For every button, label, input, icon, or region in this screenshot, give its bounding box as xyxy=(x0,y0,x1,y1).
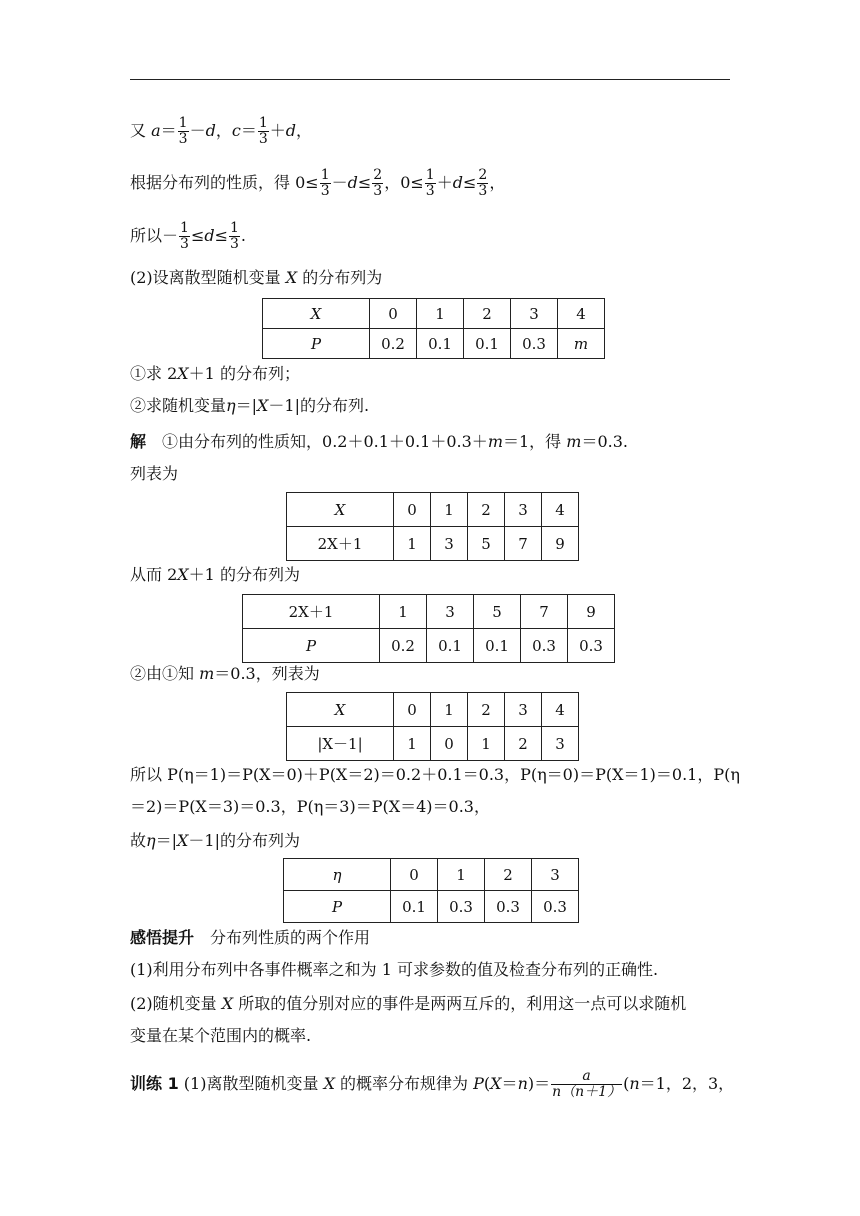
denominator: 3 xyxy=(425,183,435,199)
distribution-table-2 xyxy=(286,492,579,561)
table-cell: 1 xyxy=(438,859,485,891)
table-cell: 1 xyxy=(431,493,468,527)
table-cell: 3 xyxy=(532,859,579,891)
table-row xyxy=(284,859,579,891)
text: ＝ xyxy=(501,1074,518,1093)
table-cell: 2 xyxy=(485,859,532,891)
text: ≤ xyxy=(214,226,228,245)
numerator: 1 xyxy=(258,115,268,131)
text: ( xyxy=(623,1074,630,1093)
table-cell: 1 xyxy=(468,727,505,761)
table-cell xyxy=(243,629,380,663)
table-row xyxy=(287,693,579,727)
table-row xyxy=(263,329,605,359)
table-cell: 3 xyxy=(511,299,558,329)
table-cell: 3 xyxy=(505,493,542,527)
table-cell: 3 xyxy=(505,693,542,727)
text: . xyxy=(240,226,247,245)
table-cell: 1 xyxy=(431,693,468,727)
table-cell: 0.3 xyxy=(532,891,579,923)
table-cell: 0.3 xyxy=(485,891,532,923)
table-cell: 3 xyxy=(542,727,579,761)
distribution-table-4 xyxy=(286,692,579,761)
table-cell: 0 xyxy=(394,493,431,527)
table-cell: 5 xyxy=(474,595,521,629)
table-cell xyxy=(263,299,370,329)
text: ＋ xyxy=(436,173,453,192)
text-line-14 xyxy=(130,928,370,948)
table-cell: |X－1| xyxy=(287,727,394,761)
distribution-table-5 xyxy=(283,858,579,923)
table-cell: 0.1 xyxy=(417,329,464,359)
var-c: c xyxy=(231,121,241,140)
cell-text: P xyxy=(331,897,343,916)
table-row xyxy=(287,493,579,527)
fraction xyxy=(477,168,488,199)
text: ②求随机变量 xyxy=(130,396,227,415)
text-line-13 xyxy=(130,831,300,851)
table-cell: 1 xyxy=(394,727,431,761)
var-p: P xyxy=(473,1074,484,1093)
text: ②由①知 xyxy=(130,664,200,683)
text: －1|的分布列. xyxy=(268,396,370,415)
denominator: 3 xyxy=(230,236,239,252)
table-row xyxy=(243,629,615,663)
text-line-16 xyxy=(130,994,686,1014)
cell-text: X xyxy=(334,500,346,519)
text: ＝| xyxy=(235,396,258,415)
numerator: 1 xyxy=(425,167,435,183)
cell-text: X xyxy=(334,700,346,719)
var-m: m xyxy=(566,432,582,451)
fraction xyxy=(229,221,240,252)
text-line-1 xyxy=(130,116,312,147)
denominator: 3 xyxy=(320,183,330,199)
table-cell: 1 xyxy=(394,527,431,561)
table-cell: 2X＋1 xyxy=(287,527,394,561)
text: ＋ xyxy=(269,121,286,140)
text: 故 xyxy=(130,831,147,850)
text: ， xyxy=(296,121,313,140)
text-line-17 xyxy=(130,1026,311,1046)
text: 变量在某个范围内的概率. xyxy=(130,1026,312,1045)
cell-text: P xyxy=(310,334,322,353)
table-cell: 0.2 xyxy=(380,629,427,663)
denominator: n（n＋1） xyxy=(552,1084,622,1100)
text: 的概率分布规律为 xyxy=(334,1074,474,1093)
text: (2)设离散型随机变量 xyxy=(130,268,286,287)
table-cell: 0.1 xyxy=(427,629,474,663)
var-n: n xyxy=(517,1074,528,1093)
table-cell: 3 xyxy=(427,595,474,629)
text-line-15 xyxy=(130,960,658,980)
table-row xyxy=(243,595,615,629)
fraction xyxy=(320,168,331,199)
var-x: X xyxy=(177,565,189,584)
table-cell: 0.3 xyxy=(438,891,485,923)
denominator: 3 xyxy=(178,131,188,147)
table-cell: 0 xyxy=(370,299,417,329)
var-d: d xyxy=(205,121,216,140)
text: －1|的分布列为 xyxy=(188,831,300,850)
text: ， xyxy=(489,173,506,192)
cell-text: X xyxy=(310,304,322,323)
text: 的分布列为 xyxy=(297,268,383,287)
text: 所以－ xyxy=(130,226,179,245)
text: ＝ xyxy=(240,121,257,140)
table-cell: 0 xyxy=(431,727,468,761)
var-m: m xyxy=(487,432,503,451)
distribution-table-1 xyxy=(262,298,605,359)
table-cell: 1 xyxy=(417,299,464,329)
text-line-5 xyxy=(130,364,300,384)
table-cell: 0 xyxy=(391,859,438,891)
text: ＝| xyxy=(155,831,178,850)
text: ≤ xyxy=(462,173,477,192)
table-cell: 4 xyxy=(558,299,605,329)
table-cell: 0.1 xyxy=(464,329,511,359)
var-x: X xyxy=(323,1074,335,1093)
table-cell xyxy=(287,693,394,727)
numerator: 1 xyxy=(320,167,330,183)
denominator: 3 xyxy=(373,183,383,199)
cell-text: P xyxy=(305,636,317,655)
text: (2)随机变量 xyxy=(130,994,222,1013)
fraction xyxy=(258,116,269,147)
text-line-11 xyxy=(130,765,740,785)
text: ， xyxy=(215,121,232,140)
table-row xyxy=(287,727,579,761)
fraction xyxy=(425,168,436,199)
var-x: X xyxy=(490,1074,502,1093)
fraction xyxy=(551,1069,622,1100)
text-line-7 xyxy=(130,432,628,452)
table-cell: 0.3 xyxy=(521,629,568,663)
denominator: 3 xyxy=(478,183,488,199)
text-line-8 xyxy=(130,464,178,484)
text: ＝0.3. xyxy=(581,432,628,451)
denominator: 3 xyxy=(258,131,268,147)
table-cell: 0.2 xyxy=(370,329,417,359)
text: ( xyxy=(483,1074,491,1093)
numerator: a xyxy=(551,1069,622,1085)
text: ＝1，得 xyxy=(502,432,567,451)
table-row xyxy=(287,527,579,561)
denominator: 3 xyxy=(180,236,189,252)
table-cell: 9 xyxy=(542,527,579,561)
table-cell: 7 xyxy=(505,527,542,561)
table-cell: 0.1 xyxy=(474,629,521,663)
numerator: 2 xyxy=(478,167,488,183)
insight-heading: 感悟提升 xyxy=(130,928,195,947)
table-cell: 0.3 xyxy=(568,629,615,663)
text: ①求 2 xyxy=(130,364,178,383)
text-line-18 xyxy=(130,1069,734,1100)
var-eta: η xyxy=(146,831,156,850)
var-eta: η xyxy=(226,396,236,415)
var-m: m xyxy=(199,664,215,683)
text: 分布列性质的两个作用 xyxy=(194,928,371,947)
cell-text: m xyxy=(573,334,589,353)
table-cell: 0.3 xyxy=(511,329,558,359)
text: (1)离散型随机变量 xyxy=(178,1074,324,1093)
table-cell xyxy=(263,329,370,359)
var-x: X xyxy=(221,994,234,1013)
text: ＋1 的分布列； xyxy=(188,364,300,383)
var-a: a xyxy=(151,121,161,140)
table-cell: 5 xyxy=(468,527,505,561)
table-cell: 2 xyxy=(505,727,542,761)
text: )＝ xyxy=(527,1074,551,1093)
numerator: 2 xyxy=(373,167,383,183)
text-line-3 xyxy=(130,221,246,252)
text: ＝2)＝P(X＝3)＝0.3，P(η＝3)＝P(X＝4)＝0.3， xyxy=(130,797,490,816)
numerator: 1 xyxy=(230,220,239,236)
cell-text: η xyxy=(332,865,342,884)
table-row xyxy=(263,299,605,329)
var-d: d xyxy=(204,226,215,245)
table-cell xyxy=(284,859,391,891)
text: 从而 2 xyxy=(130,565,178,584)
text: 又 xyxy=(130,121,152,140)
text: (1)利用分布列中各事件概率之和为 1 可求参数的值及检查分布列的正确性. xyxy=(130,960,659,979)
text-line-4 xyxy=(130,268,382,288)
table-cell: 7 xyxy=(521,595,568,629)
text-line-6 xyxy=(130,396,369,416)
text: 所以 P(η＝1)＝P(X＝0)＋P(X＝2)＝0.2＋0.1＝0.3，P(η＝0)＝P(X＝1)＝0.1，P(η xyxy=(130,765,740,784)
var-d: d xyxy=(452,173,463,192)
table-cell: 4 xyxy=(542,493,579,527)
text: 根据分布列的性质，得 0≤ xyxy=(130,173,319,192)
table-cell xyxy=(558,329,605,359)
table-cell xyxy=(287,493,394,527)
var-x: X xyxy=(257,396,269,415)
solution-keyword: 解 xyxy=(130,432,147,451)
table-cell: 1 xyxy=(380,595,427,629)
table-cell: 9 xyxy=(568,595,615,629)
var-d: d xyxy=(347,173,358,192)
var-x: X xyxy=(177,831,189,850)
text: ＝ xyxy=(160,121,177,140)
fraction xyxy=(178,116,189,147)
text: 列表为 xyxy=(130,464,179,483)
text: ，0≤ xyxy=(384,173,424,192)
table-cell: 2X＋1 xyxy=(243,595,380,629)
text-line-10 xyxy=(130,664,320,684)
fraction xyxy=(179,221,190,252)
text-line-12 xyxy=(130,797,490,817)
header-rule xyxy=(130,79,730,80)
numerator: 1 xyxy=(180,220,189,236)
text: ≤ xyxy=(190,226,205,245)
table-cell: 0.1 xyxy=(391,891,438,923)
text: ＝1，2，3， xyxy=(639,1074,735,1093)
numerator: 1 xyxy=(178,115,188,131)
fraction xyxy=(372,168,383,199)
text: － xyxy=(331,173,348,192)
table-cell: 2 xyxy=(468,693,505,727)
var-x: X xyxy=(177,364,189,383)
text: － xyxy=(189,121,206,140)
var-x: X xyxy=(285,268,298,287)
table-cell xyxy=(284,891,391,923)
table-cell: 2 xyxy=(464,299,511,329)
var-d: d xyxy=(285,121,297,140)
text: ＝0.3，列表为 xyxy=(214,664,320,683)
text: 所取的值分别对应的事件是两两互斥的，利用这一点可以求随机 xyxy=(233,994,687,1013)
table-cell: 4 xyxy=(542,693,579,727)
var-n: n xyxy=(629,1074,640,1093)
text: ＋1 的分布列为 xyxy=(188,565,300,584)
text-line-9 xyxy=(130,565,300,585)
text: ①由分布列的性质知，0.2＋0.1＋0.1＋0.3＋ xyxy=(146,432,488,451)
table-cell: 2 xyxy=(468,493,505,527)
table-cell: 0 xyxy=(394,693,431,727)
exercise-heading: 训练 1 xyxy=(130,1074,179,1093)
text-line-2 xyxy=(130,168,505,199)
table-row xyxy=(284,891,579,923)
text: ≤ xyxy=(357,173,372,192)
table-cell: 3 xyxy=(431,527,468,561)
distribution-table-3 xyxy=(242,594,615,663)
